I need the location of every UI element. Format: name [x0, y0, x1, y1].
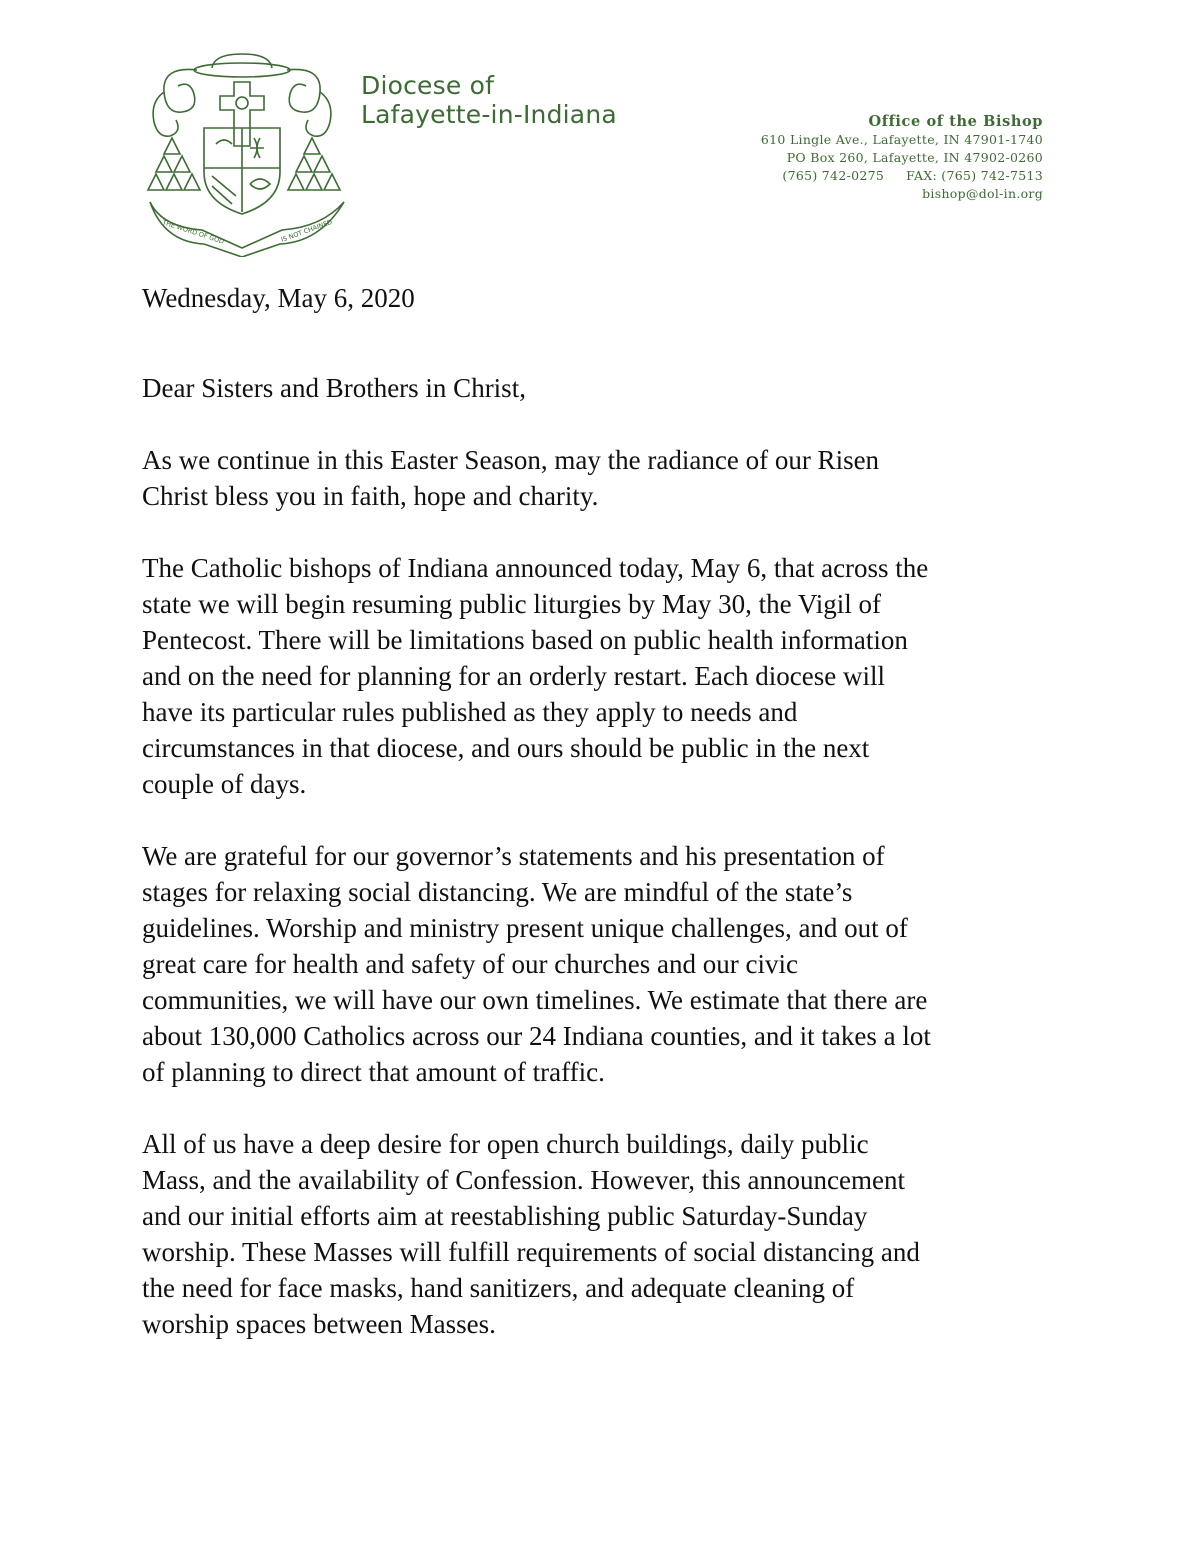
- letter-date: Wednesday, May 6, 2020: [142, 283, 415, 313]
- paragraph-line: of planning to direct that amount of traffic.: [142, 1057, 605, 1087]
- paragraph-line: worship spaces between Masses.: [142, 1309, 496, 1339]
- phone-number: (765) 742-0275: [782, 168, 885, 183]
- phone-fax-line: [761, 167, 1043, 185]
- paragraph-line: have its particular rules published as they apply to needs and: [142, 697, 798, 727]
- diocese-name-line2: Lafayette-in-Indiana: [361, 100, 617, 129]
- paragraph-line: guidelines. Worship and ministry present unique challenges, and out of: [142, 913, 908, 943]
- paragraph-line: Pentecost. There will be limitations based on public health information: [142, 625, 908, 655]
- email-address: bishop@dol-in.org: [922, 186, 1043, 201]
- paragraph-line: the need for face masks, hand sanitizers, and adequate cleaning of: [142, 1273, 855, 1303]
- diocese-name: [361, 71, 617, 129]
- po-box-address: PO Box 260, Lafayette, IN 47902-0260: [786, 150, 1043, 165]
- salutation: Dear Sisters and Brothers in Christ,: [142, 373, 526, 403]
- paragraph-line: about 130,000 Catholics across our 24 Indiana counties, and it takes a lot: [142, 1021, 931, 1051]
- office-title: Office of the Bishop: [868, 113, 1043, 130]
- paragraph-line: state we will begin resuming public liturgies by May 30, the Vigil of: [142, 589, 882, 619]
- paragraph-line: worship. These Masses will fulfill requirements of social distancing and: [142, 1237, 920, 1267]
- paragraph-line: Christ bless you in faith, hope and charity.: [142, 481, 599, 511]
- paragraph-announcement: [142, 550, 1072, 802]
- paragraph-line: great care for health and safety of our churches and our civic: [142, 949, 798, 979]
- paragraph-line: circumstances in that diocese, and ours should be public in the next: [142, 733, 870, 763]
- office-contact-block: [761, 112, 1043, 203]
- diocese-name-line1: Diocese of: [361, 71, 495, 100]
- paragraph-line: stages for relaxing social distancing. We are mindful of the state’s: [142, 877, 853, 907]
- paragraph-line: We are grateful for our governor’s statements and his presentation of: [142, 841, 885, 871]
- paragraph-worship-plans: [142, 1126, 1072, 1342]
- paragraph-line: Mass, and the availability of Confession. However, this announcement: [142, 1165, 906, 1195]
- paragraph-line: The Catholic bishops of Indiana announced today, May 6, that across the: [142, 553, 929, 583]
- paragraph-line: All of us have a deep desire for open church buildings, daily public: [142, 1129, 869, 1159]
- paragraph-line: As we continue in this Easter Season, may the radiance of our Risen: [142, 445, 880, 475]
- svg-text:THE WORD OF GOD: THE WORD OF GOD: [161, 218, 225, 246]
- svg-text:IS NOT CHAINED: IS NOT CHAINED: [279, 217, 334, 244]
- paragraph-easter-greeting: [142, 442, 1072, 514]
- paragraph-line: and our initial efforts aim at reestablishing public Saturday-Sunday: [142, 1201, 868, 1231]
- letterhead: [0, 0, 1200, 270]
- paragraph-governor-statements: [142, 838, 1072, 1090]
- paragraph-line: communities, we will have our own timelines. We estimate that there are: [142, 985, 928, 1015]
- fax-number: FAX: (765) 742-7513: [906, 168, 1043, 183]
- paragraph-line: couple of days.: [142, 769, 307, 799]
- street-address: 610 Lingle Ave., Lafayette, IN 47901-1740: [760, 132, 1043, 147]
- diocesan-coat-of-arms-icon: [142, 52, 352, 257]
- paragraph-line: and on the need for planning for an orderly restart. Each diocese will: [142, 661, 885, 691]
